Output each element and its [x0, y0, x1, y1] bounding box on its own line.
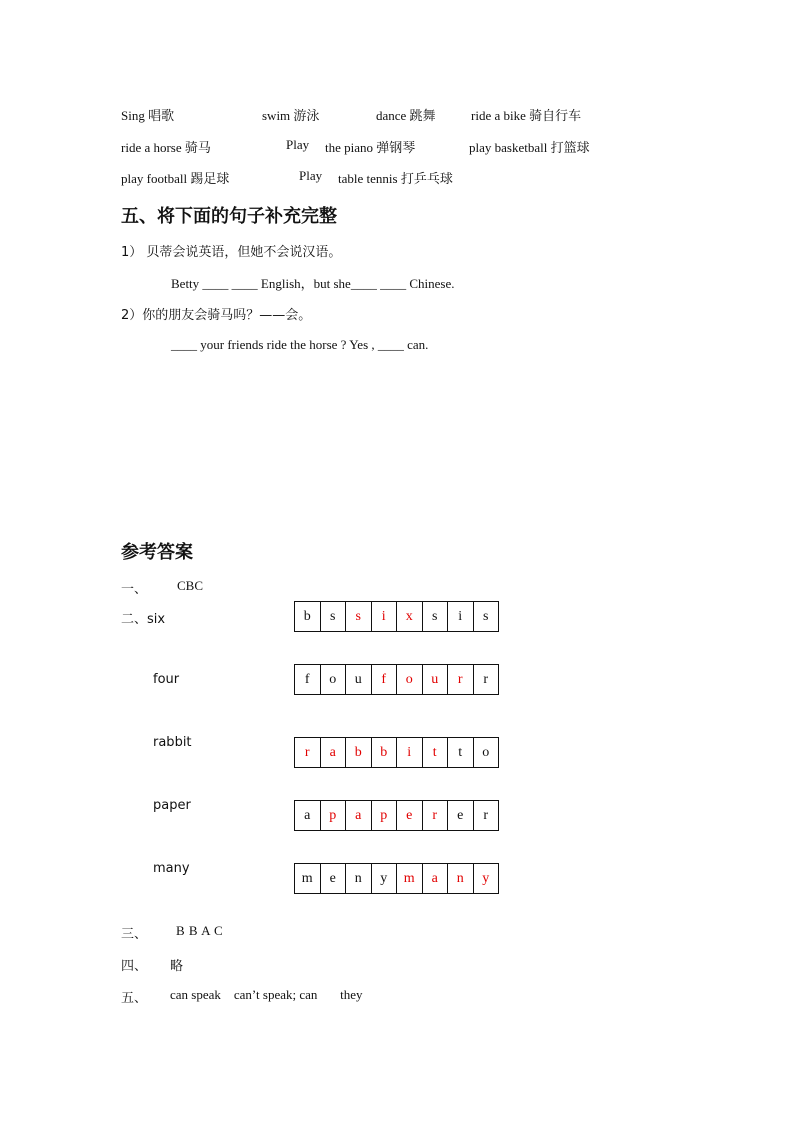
grid-cell: n	[346, 863, 372, 894]
vocab-table-tennis: table tennis 打乒乓球	[338, 171, 453, 186]
answer-4-number: 四、	[121, 958, 148, 973]
answer-3-value: B B A C	[176, 923, 224, 938]
grid-cell: y	[372, 863, 398, 894]
vocab-play-2: Play	[299, 168, 323, 183]
grid-cell: i	[397, 737, 423, 768]
letter-grid-paper	[294, 800, 499, 831]
q1-sentence: Betty ____ ____ English，but she____ ____ Chinese.	[171, 276, 455, 291]
grid-cell: f	[372, 664, 398, 695]
letter-grid-rabbit	[294, 737, 499, 768]
grid-cell: t	[423, 737, 449, 768]
grid-cell: s	[423, 601, 449, 632]
grid-cell: m	[397, 863, 423, 894]
grid-word-four: four	[153, 672, 180, 687]
grid-cell: r	[423, 800, 449, 831]
grid-cell: p	[321, 800, 347, 831]
grid-cell: o	[397, 664, 423, 695]
grid-cell: s	[321, 601, 347, 632]
grid-cell: b	[346, 737, 372, 768]
grid-word-paper: paper	[153, 798, 191, 813]
answers-heading: 参考答案	[121, 542, 193, 563]
grid-cell: m	[295, 863, 321, 894]
vocab-play-1: Play	[286, 137, 310, 152]
grid-cell: a	[423, 863, 449, 894]
grid-cell: e	[321, 863, 347, 894]
letter-grid-four	[294, 664, 499, 695]
q2-sentence: ____ your friends ride the horse ? Yes , ____ can.	[171, 337, 429, 352]
grid-cell: f	[295, 664, 321, 695]
grid-cell: p	[372, 800, 398, 831]
answer-1-value: CBC	[177, 578, 204, 593]
grid-word-many: many	[153, 861, 190, 876]
letter-grid-six	[294, 601, 499, 632]
answer-2-number: 二、six	[121, 612, 166, 627]
grid-cell: e	[397, 800, 423, 831]
grid-cell: r	[474, 800, 500, 831]
grid-cell: u	[423, 664, 449, 695]
grid-cell: i	[372, 601, 398, 632]
answer-4-value: 略	[170, 958, 184, 973]
grid-cell: o	[474, 737, 500, 768]
grid-cell: r	[448, 664, 474, 695]
vocab-piano: the piano 弹钢琴	[325, 140, 416, 155]
q1-label: 1） 贝蒂会说英语，但她不会说汉语。	[121, 245, 342, 260]
vocab-football: play football 踢足球	[121, 171, 230, 186]
vocab-dance: dance 跳舞	[376, 108, 436, 123]
grid-cell: e	[448, 800, 474, 831]
answer-5-number: 五、	[121, 990, 148, 1005]
grid-word-rabbit: rabbit	[153, 735, 192, 750]
q2-label: 2）你的朋友会骑马吗？——会。	[121, 308, 312, 323]
grid-cell: a	[295, 800, 321, 831]
grid-cell: a	[321, 737, 347, 768]
grid-cell: n	[448, 863, 474, 894]
grid-cell: r	[474, 664, 500, 695]
grid-cell: o	[321, 664, 347, 695]
letter-grid-many	[294, 863, 499, 894]
grid-cell: u	[346, 664, 372, 695]
vocab-basketball: play basketball 打篮球	[469, 140, 590, 155]
grid-cell: s	[346, 601, 372, 632]
grid-cell: r	[295, 737, 321, 768]
vocab-sing: Sing 唱歌	[121, 108, 175, 123]
answer-1-number: 一、	[121, 581, 148, 596]
grid-cell: x	[397, 601, 423, 632]
grid-cell: i	[448, 601, 474, 632]
grid-cell: a	[346, 800, 372, 831]
grid-cell: y	[474, 863, 500, 894]
grid-cell: s	[474, 601, 500, 632]
vocab-ride-horse: ride a horse 骑马	[121, 140, 211, 155]
section5-heading: 五、将下面的句子补充完整	[121, 206, 337, 227]
grid-cell: b	[295, 601, 321, 632]
grid-cell: b	[372, 737, 398, 768]
answer-3-number: 三、	[121, 926, 148, 941]
vocab-ride-bike: ride a bike 骑自行车	[471, 108, 582, 123]
vocab-swim: swim 游泳	[262, 108, 320, 123]
answer-5-value: can speak can’t speak; can they	[170, 987, 363, 1002]
grid-cell: t	[448, 737, 474, 768]
